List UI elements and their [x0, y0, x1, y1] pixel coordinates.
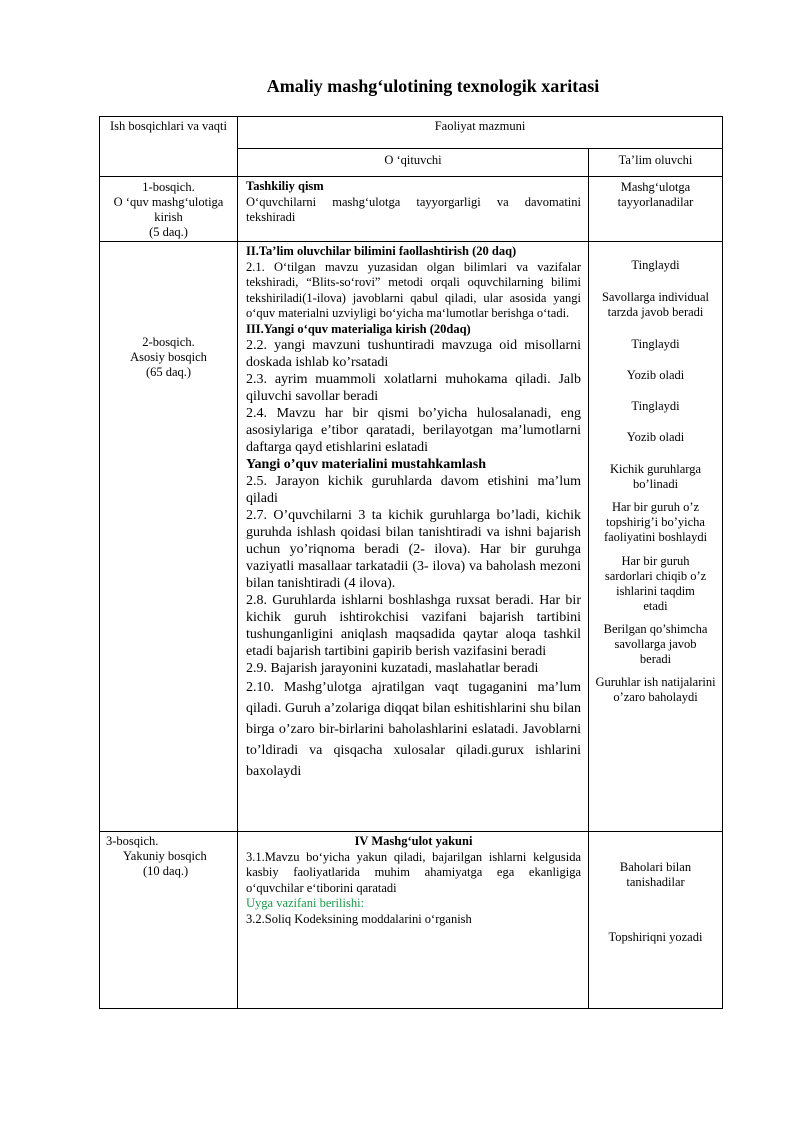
- stage-2-desc: Asosiy bosqich: [130, 350, 207, 364]
- student-item-3-1: Baholari bilan tanishadilar: [619, 860, 692, 889]
- stage-1-student-cell: [589, 177, 723, 242]
- stage-3-teacher-cell: [238, 832, 589, 1009]
- stage-2-row: [100, 242, 723, 832]
- section-title-conclusion: IV Mashg‘ulot yakuni: [354, 834, 473, 848]
- stage-3-desc: Yakuniy bosqich: [123, 849, 207, 863]
- student-item: Guruhlar ish natijalarini o’zaro baholaydi: [595, 675, 716, 704]
- teacher-item-3-1: 3.1.Mavzu bo‘yicha yakun qiladi, bajarilgan ishlarni kelgusida kasbiy faoliyatlarida muhim ahamiyatga ega ekanligiga o‘quvchilar e‘tiborini qaratadi: [246, 849, 581, 895]
- student-item: Kichik guruhlarga bo’linadi: [609, 462, 702, 491]
- teacher-text-1: O‘quvchilarni mashg‘ulotga tayyorgarligi va davomatini tekshiradi: [246, 194, 581, 224]
- technology-map-table: [99, 116, 723, 1009]
- section-title-new-material: III.Yangi o‘quv materialiga kirish (20daq): [246, 321, 471, 336]
- teacher-item-2-9: 2.9. Bajarish jarayonini kuzatadi, maslahatlar beradi: [246, 661, 539, 676]
- teacher-item-2-8: 2.8. Guruhlarda ishlarni boshlashga ruxsat beradi. Har bir kichik guruh ishtirokchisi vazifani bajarish tartibini tushunganligini aniqlash maqsadida qaytar aloqa tashkil etadi bajarish tartibini gapirib berish vazifasini beradi: [246, 593, 581, 659]
- stage-2-teacher-cell: [238, 242, 589, 832]
- stage-3-row: [100, 832, 723, 1009]
- stage-2-cell: [100, 242, 238, 832]
- student-item: Savollarga individual tarzda javob beradi: [601, 290, 710, 319]
- student-item: Tinglaydi: [631, 399, 680, 413]
- stage-2-student-cell: [589, 242, 723, 832]
- section-title-activation: II.Ta’lim oluvchilar bilimini faollashtirish (20 daq): [246, 244, 517, 258]
- student-item: Tinglaydi: [631, 258, 680, 272]
- teacher-item-2-3: 2.3. ayrim muammoli xolatlarni muhokama qiladi. Jalb qiluvchi savollar beradi: [246, 372, 581, 404]
- stage-1-row: [100, 177, 723, 242]
- header-teacher: O ‘qituvchi: [238, 149, 589, 177]
- stage-1-name: 1-bosqich.: [142, 180, 195, 194]
- student-item: Har bir guruh sardorlari chiqib o’z ishlarini taqdim etadi: [604, 554, 707, 613]
- teacher-item-2-2: 2.2. yangi mavzuni tushuntiradi mavzuga oid misollarni doskada ishlab ko’rsatadi: [246, 338, 581, 370]
- student-text-1: Mashg‘ulotga tayyorlanadilar: [617, 180, 694, 209]
- stage-2-time: (65 daq.): [145, 365, 192, 379]
- stage-1-desc: O ‘quv mashg‘ulotiga kirish: [113, 195, 224, 224]
- stage-1-time: (5 daq.): [149, 225, 188, 239]
- header-stages-time: Ish bosqichlari va vaqti: [100, 117, 238, 177]
- student-item: Yozib oladi: [626, 368, 685, 382]
- stage-1-cell: [100, 177, 238, 242]
- section-title-organizational: Tashkiliy qism: [246, 179, 324, 193]
- stage-3-student-cell: [589, 832, 723, 1009]
- teacher-item-2-10: 2.10. Mashg’ulotga ajratilgan vaqt tugaganini ma’lum qiladi. Guruh a’zolariga diqqat bilan eshitishlarini shu bilan birga o’zaro bir-birlarini baholashlarini eslatadi. Javoblarni to’ldiradi va qisqacha xulosalar qiladi.gurux ishlarini baxolaydi: [246, 680, 581, 779]
- stage-3-cell: [100, 832, 238, 1009]
- header-row: [100, 117, 723, 149]
- stage-3-time: (10 daq.): [143, 864, 189, 878]
- header-activity-content: Faoliyat mazmuni: [238, 117, 723, 149]
- stage-3-name: 3-bosqich.: [106, 834, 159, 848]
- student-item: Berilgan qo’shimcha savollarga javob beradi: [603, 622, 708, 666]
- student-item: Tinglaydi: [631, 337, 680, 351]
- teacher-item-2-7: 2.7. O’quvchilarni 3 ta kichik guruhlarga bo’ladi, kichik guruhda ishlash qoidasi bilan tanishtiradi va ishni bajarish uchun yo’riqnoma beradi (2- ilova). Har bir guruhga vaziyatli masallaar tarkatadii (3- ilova) va baholash mezoni bilan tanishtiradi (4 ilova).: [246, 508, 581, 591]
- stage-1-teacher-cell: [238, 177, 589, 242]
- student-item: Har bir guruh o’z topshirig’i bo’yicha faoliyatini boshlaydi: [603, 500, 708, 544]
- teacher-item-2-1: 2.1. O‘tilgan mavzu yuzasidan olgan bilimlari va vazifalar tekshiradi, “Blits-so‘rovi” metodi orqali oquvchilarning bilimi tekshiriladi(1-ilova) javoblarni qabul qiladi, ular asosida yangi o‘quv materialni uzviyligi bo‘yicha ma‘lumotlar berishga o‘tadi.: [246, 259, 581, 320]
- page-title: Amaliy mashg‘ulotining texnologik xaritasi: [266, 76, 600, 96]
- teacher-item-2-4: 2.4. Mavzu har bir qismi bo’yicha hulosalanadi, eng asosiylariga e’tibor qaratadi, berilayotgan ma’lumotlarni daftarga qayd etishlarini eslatadi: [246, 406, 581, 455]
- section-title-reinforcement: Yangi o’quv materialini mustahkamlash: [246, 457, 486, 472]
- stage-2-name: 2-bosqich.: [142, 335, 195, 349]
- teacher-item-3-2: 3.2.Soliq Kodeksining moddalarini o‘rganish: [246, 911, 472, 926]
- teacher-item-2-5: 2.5. Jarayon kichik guruhlarda davom etishini ma’lum qiladi: [246, 474, 581, 506]
- student-item: Yozib oladi: [626, 430, 685, 444]
- homework-label: Uyga vazifani berilishi:: [246, 896, 365, 910]
- student-item-3-2: Topshiriqni yozadi: [608, 930, 703, 944]
- header-student: Ta’lim oluvchi: [589, 149, 723, 177]
